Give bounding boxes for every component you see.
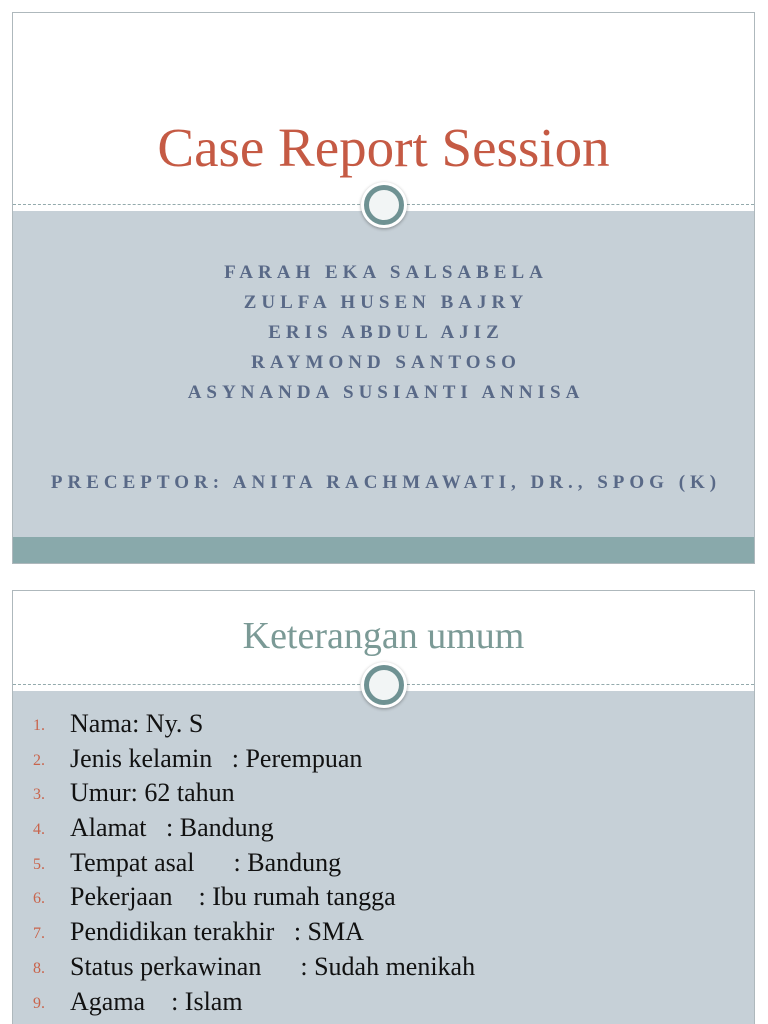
preceptor-line: PRECEPTOR: ANITA RACHMAWATI, DR., SPOG (K)	[50, 472, 722, 493]
author-name: ZULFA HUSEN BAJRY	[243, 292, 529, 313]
list-item-number: 3.	[33, 786, 45, 804]
author-name: ASYNANDA SUSIANTI ANNISA	[187, 382, 585, 403]
list-item-number: 1.	[33, 717, 45, 734]
list-item-number: 9.	[33, 994, 45, 1012]
list-item-number: 7.	[33, 925, 45, 943]
list-item-text: Agama : Islam	[70, 986, 243, 1016]
list-item	[13, 950, 754, 985]
list-item	[13, 915, 754, 950]
patient-info-list	[13, 707, 754, 1019]
divider-circle-ornament	[361, 662, 407, 708]
list-item-text: Tempat asal : Bandung	[70, 847, 342, 877]
list-item-number: 8.	[33, 959, 45, 977]
divider-circle-ring	[364, 665, 404, 705]
list-item	[13, 811, 754, 846]
list-item	[13, 846, 754, 881]
list-item-number: 4.	[33, 821, 45, 839]
list-item-text: Umur: 62 tahun	[70, 778, 235, 808]
list-item-text: Jenis kelamin : Perempuan	[70, 743, 363, 773]
slide-title: Case Report Session	[157, 117, 610, 178]
list-item-text: Nama: Ny. S	[70, 709, 204, 738]
list-item	[13, 776, 754, 811]
author-list	[13, 258, 754, 408]
list-item-text: Alamat : Bandung	[70, 813, 274, 843]
list-item-number: 5.	[33, 855, 45, 873]
list-item-number: 2.	[33, 751, 45, 769]
slide-title-page	[12, 12, 755, 564]
list-item	[13, 880, 754, 915]
list-item-number: 6.	[33, 890, 45, 908]
list-item-text: Pekerjaan : Ibu rumah tangga	[70, 882, 396, 912]
divider-circle-ring	[364, 185, 404, 225]
author-name: FARAH EKA SALSABELA	[224, 262, 548, 283]
divider-circle-ornament	[361, 182, 407, 228]
slide-general-info	[12, 590, 755, 1024]
list-item	[13, 985, 754, 1020]
list-item-text: Pendidikan terakhir : SMA	[70, 917, 364, 947]
slide-footer-band	[13, 537, 754, 563]
author-name: RAYMOND SANTOSO	[251, 352, 521, 373]
author-name: ERIS ABDUL AJIZ	[268, 322, 504, 343]
list-item-text: Status perkawinan : Sudah menikah	[70, 951, 476, 981]
slide-title: Keterangan umum	[242, 615, 525, 657]
list-item	[13, 742, 754, 777]
list-item	[13, 707, 754, 742]
